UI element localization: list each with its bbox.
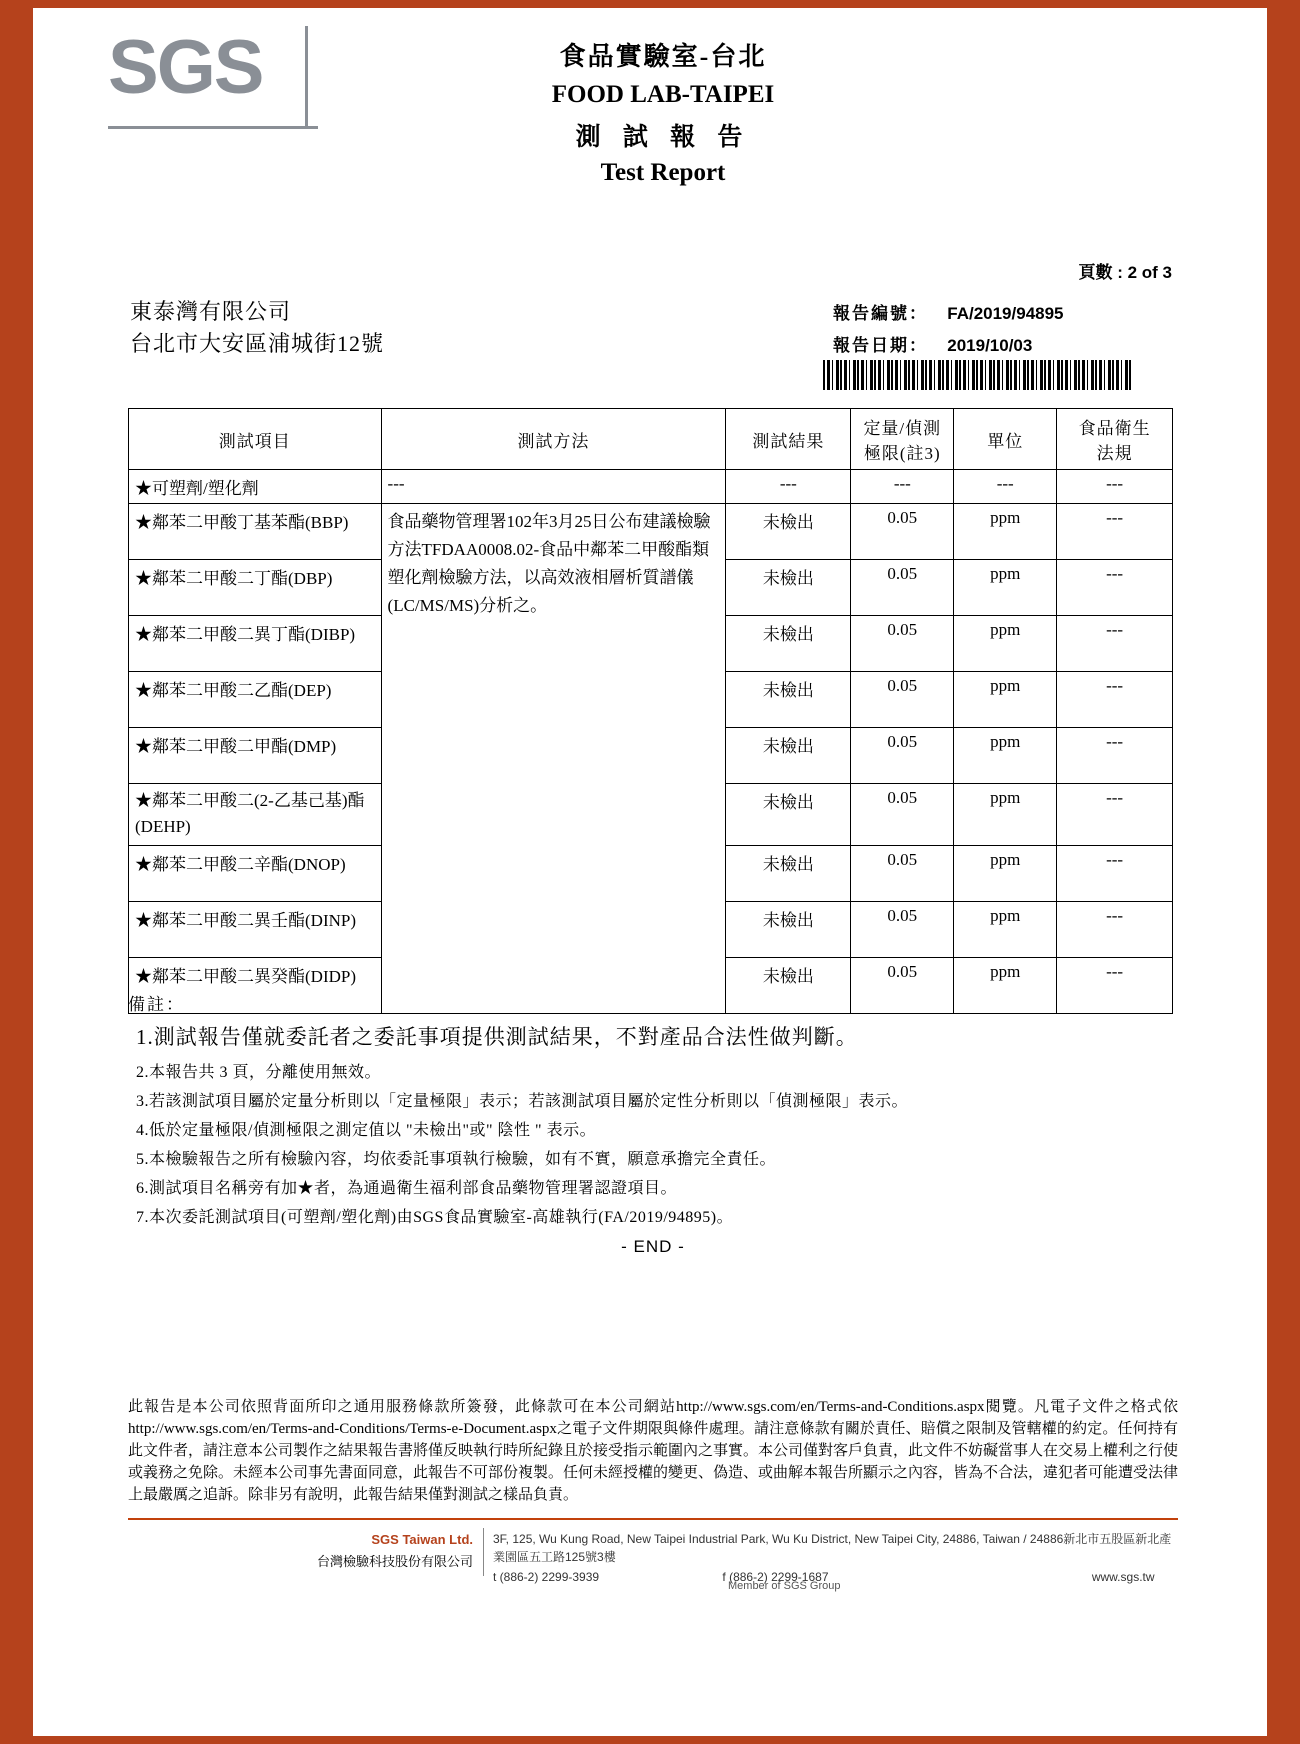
cell-regulation: ---: [1057, 470, 1173, 504]
cell-result: 未檢出: [726, 784, 851, 846]
col-unit: 單位: [954, 409, 1057, 470]
logo-divider-horizontal: [108, 126, 318, 129]
report-meta: [833, 298, 1064, 362]
logo-divider-vertical: [305, 26, 308, 126]
cell-unit: ---: [954, 470, 1057, 504]
footer-company: [258, 1532, 473, 1570]
lab-name-en: FOOD LAB-TAIPEI: [551, 81, 775, 108]
cell-unit: ppm: [954, 560, 1057, 616]
lab-name-cn: 食品實驗室-台北: [559, 42, 767, 71]
col-reg-line1: 食品衛生: [1078, 419, 1151, 438]
cell-limit: 0.05: [851, 728, 954, 784]
end-marker: - END -: [621, 1237, 685, 1256]
report-date-value: 2019/10/03: [947, 336, 1033, 355]
note-item: 4.低於定量極限/偵測極限之測定值以 "未檢出"或" 陰性 " 表示。: [136, 1122, 597, 1139]
cell-unit: ppm: [954, 784, 1057, 846]
cell-regulation: ---: [1057, 560, 1173, 616]
cell-limit: 0.05: [851, 560, 954, 616]
cell-method: ---: [381, 470, 726, 504]
cell-regulation: ---: [1057, 784, 1173, 846]
report-date-row: [833, 330, 1064, 362]
note-item: 3.若該測試項目屬於定量分析則以「定量極限」表示；若該測試項目屬於定性分析則以「偵測極限」表示。: [136, 1093, 909, 1110]
cell-result: 未檢出: [726, 846, 851, 902]
cell-regulation: ---: [1057, 902, 1173, 958]
note-item: 2.本報告共 3 頁，分離使用無效。: [136, 1064, 382, 1081]
cell-regulation: ---: [1057, 958, 1173, 1014]
client-address: 台北市大安區浦城街12號: [130, 331, 385, 356]
footer-divider: [128, 1518, 1178, 1520]
note-item: 5.本檢驗報告之所有檢驗內容，均依委託事項執行檢驗，如有不實，願意承擔完全責任。: [136, 1151, 777, 1168]
cell-result: 未檢出: [726, 672, 851, 728]
cell-item: ★鄰苯二甲酸二異丁酯(DIBP): [129, 616, 382, 672]
report-number-value: FA/2019/94895: [947, 304, 1064, 323]
cell-item: ★鄰苯二甲酸二異壬酯(DINP): [129, 902, 382, 958]
cell-result: 未檢出: [726, 902, 851, 958]
cell-result: 未檢出: [726, 958, 851, 1014]
table-row: [129, 504, 1173, 560]
report-title-en: Test Report: [600, 159, 726, 186]
cell-limit: 0.05: [851, 846, 954, 902]
cell-unit: ppm: [954, 616, 1057, 672]
cell-unit: ppm: [954, 504, 1057, 560]
cell-unit: ppm: [954, 958, 1057, 1014]
cell-unit: ppm: [954, 846, 1057, 902]
cell-limit: 0.05: [851, 504, 954, 560]
report-header: [33, 8, 1267, 193]
cell-regulation: ---: [1057, 504, 1173, 560]
footer-member: Member of SGS Group: [728, 1580, 841, 1592]
cell-limit: 0.05: [851, 784, 954, 846]
col-reg-line2: 法規: [1096, 444, 1133, 463]
cell-item: ★鄰苯二甲酸二甲酯(DMP): [129, 728, 382, 784]
cell-item: ★鄰苯二甲酸二乙酯(DEP): [129, 672, 382, 728]
notes-title: 備註：: [128, 995, 185, 1014]
cell-unit: ppm: [954, 728, 1057, 784]
cell-result: 未檢出: [726, 560, 851, 616]
cell-limit: 0.05: [851, 616, 954, 672]
report-title-cn: 測 試 報 告: [575, 124, 751, 151]
cell-limit: 0.05: [851, 958, 954, 1014]
footer-tel: t (886-2) 2299-3939: [493, 1570, 600, 1584]
disclaimer-text: 此報告是本公司依照背面所印之通用服務條款所簽發，此條款可在本公司網站http://www.sgs.com/en/Terms-and-Conditions.aspx閱覽。凡電子文件之格式依http://www.sgs.com/en/Terms-and-Conditions/Terms-e-Document.aspx之電子文件期限與條件處理。請注意條款有關於責任、賠償之限制及管轄權的約定。任何持有此文件者，請注意本公司製作之結果報告書將僅反映執行時所紀錄且於接受指示範圍內之事實。本公司僅對客戶負責，此文件不妨礙當事人在交易上權利之行使或義務之免除。未經本公司事先書面同意，此報告不可部份複製。任何未經授權的變更、偽造、或曲解本報告所顯示之內容，皆為不合法，違犯者可能遭受法律上最嚴厲之追訴。除非另有說明，此報告結果僅對測試之樣品負責。: [128, 1399, 1179, 1503]
footer-fax: f (886-2) 2299-1687: [722, 1570, 829, 1584]
cell-limit: 0.05: [851, 672, 954, 728]
barcode: [823, 360, 1133, 390]
footer-vertical-divider: [483, 1528, 484, 1576]
results-table: [128, 408, 1173, 1014]
report-number-label: 報告編號：: [833, 304, 928, 323]
cell-result: ---: [726, 470, 851, 504]
table-header-row: [129, 409, 1173, 470]
footer-company-en: SGS Taiwan Ltd.: [371, 1532, 473, 1547]
cell-unit: ppm: [954, 672, 1057, 728]
col-regulation: [1057, 409, 1173, 470]
cell-method-merged: 食品藥物管理署102年3月25日公布建議檢驗方法TFDAA0008.02-食品中鄰苯二甲酸酯類塑化劑檢驗方法，以高效液相層析質譜儀(LC/MS/MS)分析之。: [381, 504, 726, 1014]
notes-section: [128, 990, 1178, 1257]
footer-contact: [493, 1530, 1173, 1586]
cell-unit: ppm: [954, 902, 1057, 958]
col-limit: [851, 409, 954, 470]
cell-limit: 0.05: [851, 902, 954, 958]
client-company: 東泰灣有限公司: [130, 299, 292, 324]
cell-result: 未檢出: [726, 728, 851, 784]
cell-regulation: ---: [1057, 616, 1173, 672]
title-block: [453, 36, 873, 187]
cell-item: ★鄰苯二甲酸丁基苯酯(BBP): [129, 504, 382, 560]
page-count: 頁數 : 2 of 3: [1078, 263, 1172, 282]
cell-item: ★鄰苯二甲酸二丁酯(DBP): [129, 560, 382, 616]
report-date-label: 報告日期：: [833, 336, 928, 355]
cell-result: 未檢出: [726, 616, 851, 672]
footer-address: 3F, 125, Wu Kung Road, New Taipei Industrial Park, Wu Ku District, New Taipei City, 24886, Taiwan / 24886新北市五股區新北產業園區五工路125號3樓: [493, 1532, 1172, 1564]
note-item: 1.測試報告僅就委託者之委託事項提供測試結果，不對產品合法性做判斷。: [136, 1025, 858, 1049]
col-limit-line2: 極限(註3): [863, 444, 941, 463]
col-item: 測試項目: [129, 409, 382, 470]
cell-item: ★鄰苯二甲酸二辛酯(DNOP): [129, 846, 382, 902]
footer-company-cn: 台灣檢驗科技股份有限公司: [316, 1554, 473, 1569]
col-result: 測試結果: [726, 409, 851, 470]
cell-item: ★鄰苯二甲酸二(2-乙基己基)酯(DEHP): [129, 784, 382, 846]
report-page: [33, 8, 1267, 1736]
footer-website: www.sgs.tw: [1091, 1570, 1155, 1584]
col-limit-line1: 定量/偵測: [863, 419, 942, 438]
table-row: [129, 470, 1173, 504]
note-item: 7.本次委託測試項目(可塑劑/塑化劑)由SGS食品實驗室-高雄執行(FA/2019/94895)。: [136, 1209, 734, 1226]
cell-regulation: ---: [1057, 672, 1173, 728]
client-block: [130, 296, 384, 360]
cell-limit: ---: [851, 470, 954, 504]
cell-item: ★鄰苯二甲酸二異癸酯(DIDP): [129, 958, 382, 1014]
cell-regulation: ---: [1057, 846, 1173, 902]
report-number-row: [833, 298, 1064, 330]
cell-result: 未檢出: [726, 504, 851, 560]
cell-regulation: ---: [1057, 728, 1173, 784]
col-method: 測試方法: [381, 409, 726, 470]
sgs-logo: SGS: [108, 25, 263, 110]
cell-item: ★可塑劑/塑化劑: [129, 470, 382, 504]
note-item: 6.測試項目名稱旁有加★者，為通過衛生福利部食品藥物管理署認證項目。: [136, 1180, 678, 1197]
